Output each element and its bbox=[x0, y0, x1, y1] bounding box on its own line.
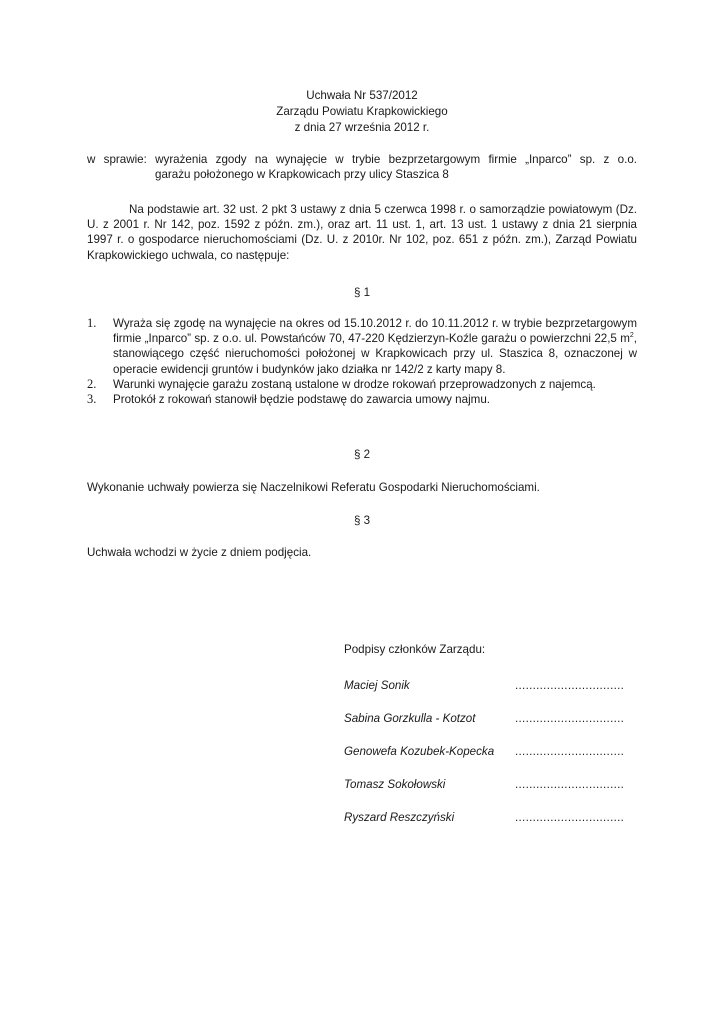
list-item-text: Warunki wynajęcie garażu zostaną ustalone w drodze rokowań przeprowadzonych z najemcą. bbox=[113, 377, 596, 391]
signatures-title: Podpisy członków Zarządu: bbox=[344, 643, 486, 656]
member-name: Genowefa Kozubek-Kopecka bbox=[344, 745, 495, 758]
section-2-text: Wykonanie uchwały powierza się Naczelnikowi Referatu Gospodarki Nieruchomościami. bbox=[87, 481, 540, 494]
issuing-body: Zarządu Powiatu Krapkowickiego bbox=[276, 105, 448, 118]
signature-line: ............................... bbox=[515, 712, 625, 725]
list-item-number: 3. bbox=[87, 392, 97, 407]
list-item-text: Protokół z rokowań stanowił będzie podstawę do zawarcia umowy najmu. bbox=[113, 393, 490, 407]
resolution-subject bbox=[87, 152, 637, 182]
member-name: Tomasz Sokołowski bbox=[344, 778, 446, 791]
subject-line-1: w sprawie: wyrażenia zgody na wynajęcie w trybie bezprzetargowym firmie „Inparco” sp. z o.o. bbox=[87, 153, 637, 166]
list-item bbox=[87, 316, 637, 377]
section-1-heading: § 1 bbox=[353, 286, 371, 299]
signature-line: ............................... bbox=[515, 778, 625, 791]
signature-line: ............................... bbox=[515, 745, 625, 758]
signature-row bbox=[344, 744, 634, 760]
signature-row bbox=[344, 777, 634, 793]
list-item-text: Wyraża się zgodę na wynajęcie na okres od 15.10.2012 r. do 10.11.2012 r. w trybie bezprzetargowym firmie „Inparco” sp. z o.o. ul. Powstańców 70, 47-220 Kędzierzyn-Koźle garażu o powierzchni 22,5 m bbox=[113, 317, 637, 346]
member-name: Sabina Gorzkulla - Kotzot bbox=[344, 712, 476, 725]
signature-row bbox=[344, 678, 634, 694]
signature-line: ............................... bbox=[515, 811, 625, 824]
list-item bbox=[87, 377, 637, 392]
section-1-list bbox=[87, 316, 637, 407]
superscript-unit: 2 bbox=[629, 332, 634, 340]
member-name: Maciej Sonik bbox=[344, 679, 410, 692]
section-3-text: Uchwała wchodzi w życie z dniem podjęcia. bbox=[87, 546, 312, 559]
section-2-heading: § 2 bbox=[353, 448, 371, 461]
list-item-text-cont: , stanowiącego część nieruchomości położonej w Krapkowicach przy ul. Staszica 8, oznaczonej w operacie ewidencji gruntów i budynków jako działka nr 142/2 z karty mapy 8. bbox=[113, 332, 637, 376]
resolution-header bbox=[0, 88, 724, 136]
legal-basis-paragraph bbox=[87, 202, 637, 263]
resolution-number: Uchwała Nr 537/2012 bbox=[306, 89, 418, 102]
legal-basis-text: Na podstawie art. 32 ust. 2 pkt 3 ustawy z dnia 5 czerwca 1998 r. o samorządzie powiatowym (Dz. U. z 2001 r. Nr 142, poz. 1592 z późn. zm.), oraz art. 11 ust. 1, art. 13 ust. 1 ustawy z dnia 21 sierpnia 1997 r. o gospodarce nieruchomościami (Dz. U. z 2010r. Nr 102, poz. 651 z późn. zm.), Zarząd Powiatu Krapkowickiego uchwala, co następuje: bbox=[87, 203, 637, 262]
resolution-date: z dnia 27 września 2012 r. bbox=[294, 121, 430, 134]
signature-row bbox=[344, 711, 634, 727]
list-item-number: 1. bbox=[87, 316, 97, 330]
member-name: Ryszard Reszczyński bbox=[344, 811, 455, 824]
signature-line: ............................... bbox=[515, 679, 625, 692]
subject-line-2: garażu położonego w Krapkowicach przy ulicy Staszica 8 bbox=[155, 168, 449, 182]
section-3-heading: § 3 bbox=[353, 514, 371, 527]
signature-row bbox=[344, 810, 634, 826]
signatures-block bbox=[344, 642, 634, 843]
list-item-number: 2. bbox=[87, 376, 97, 391]
list-item bbox=[87, 392, 637, 407]
